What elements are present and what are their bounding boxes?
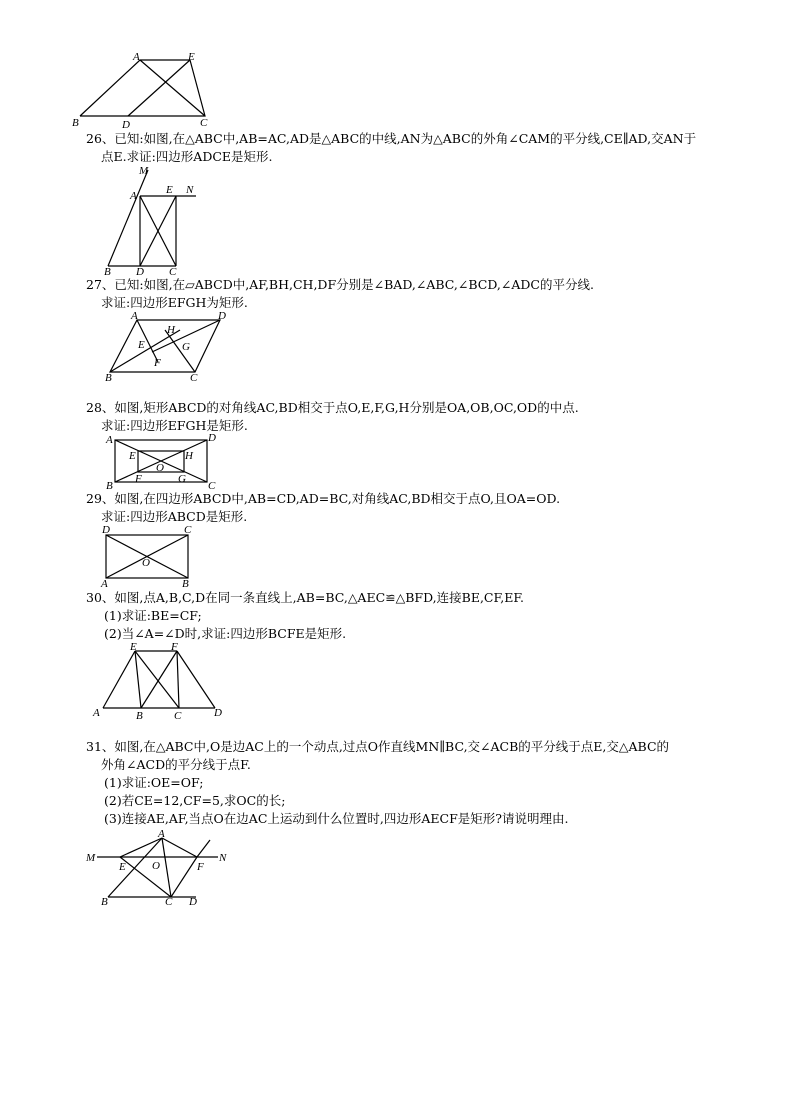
fig31-label-b: B xyxy=(101,896,108,908)
problem-28-line2: 求证:四边形EFGH是矩形. xyxy=(101,418,248,433)
fig25-label-e: E xyxy=(188,51,195,63)
fig30-label-f: F xyxy=(171,641,178,653)
fig28-label-b: B xyxy=(106,480,113,492)
figure-25 xyxy=(70,48,230,130)
problem-26-line2: 点E.求证:四边形ADCE是矩形. xyxy=(101,149,273,164)
figure-30 xyxy=(90,638,230,722)
fig26-label-m: M xyxy=(139,165,149,177)
fig31-label-n: N xyxy=(219,852,227,864)
fig28-label-c: C xyxy=(208,480,216,492)
problem-31-line2: 外角∠ACD的平分线于点F. xyxy=(101,757,251,772)
fig27-label-g: G xyxy=(182,341,190,353)
figure-29 xyxy=(98,522,198,590)
fig28-label-a: A xyxy=(106,434,113,446)
figure-28 xyxy=(103,430,221,490)
fig31-label-m: M xyxy=(86,852,96,864)
fig27-label-h: H xyxy=(167,324,175,336)
fig29-label-o: O xyxy=(142,557,150,569)
fig26-label-n: N xyxy=(186,184,194,196)
problem-28-line1: 28、如图,矩形ABCD的对角线AC,BD相交于点O,E,F,G,H分别是OA,OB,OC,OD的中点. xyxy=(86,400,579,415)
figure-26 xyxy=(100,162,210,277)
problem-31-line1: 31、如图,在△ABC中,O是边AC上的一个动点,过点O作直线MN∥BC,交∠ACB的平分线于点E,交△ABC的 xyxy=(86,739,670,754)
fig31-label-e: E xyxy=(119,861,126,873)
fig25-label-d: D xyxy=(122,119,130,131)
fig31-label-d: D xyxy=(189,896,197,908)
fig26-label-b: B xyxy=(104,266,111,278)
fig28-label-d: D xyxy=(208,432,216,444)
fig27-label-d: D xyxy=(218,310,226,322)
fig27-label-b: B xyxy=(105,372,112,384)
fig31-label-c: C xyxy=(165,896,173,908)
problem-31-q2: (2)若CE=12,CF=5,求OC的长; xyxy=(104,793,286,808)
fig27-label-c: C xyxy=(190,372,198,384)
fig31-label-f: F xyxy=(197,861,204,873)
fig28-label-e: E xyxy=(129,450,136,462)
fig28-label-f: F xyxy=(135,473,142,485)
fig27-label-f: F xyxy=(154,357,161,369)
problem-29-line2: 求证:四边形ABCD是矩形. xyxy=(101,509,248,524)
fig28-label-o: O xyxy=(156,462,164,474)
fig27-label-e: E xyxy=(138,339,145,351)
fig30-label-e: E xyxy=(130,641,137,653)
fig30-label-d: D xyxy=(214,707,222,719)
problem-27-line1: 27、已知:如图,在▱ABCD中,AF,BH,CH,DF分别是∠BAD,∠ABC,∠BCD,∠ADC的平分线. xyxy=(86,277,594,292)
fig26-label-d: D xyxy=(136,266,144,278)
fig28-label-g: G xyxy=(178,473,186,485)
fig26-label-a: A xyxy=(130,190,137,202)
fig31-label-a: A xyxy=(158,828,165,840)
problem-31-q1: (1)求证:OE=OF; xyxy=(104,775,204,790)
fig29-label-b: B xyxy=(182,578,189,590)
fig30-label-c: C xyxy=(174,710,182,722)
problem-29-line1: 29、如图,在四边形ABCD中,AB=CD,AD=BC,对角线AC,BD相交于点O,且OA=OD. xyxy=(86,491,561,506)
problem-30-q1: (1)求证:BE=CF; xyxy=(104,608,202,623)
fig25-label-c: C xyxy=(200,117,208,129)
fig29-label-a: A xyxy=(101,578,108,590)
fig27-label-a: A xyxy=(131,310,138,322)
fig25-label-b: B xyxy=(72,117,79,129)
fig29-label-c: C xyxy=(184,524,192,536)
problem-30-q2: (2)当∠A=∠D时,求证:四边形BCFE是矩形. xyxy=(104,626,347,641)
problem-26-line1: 26、已知:如图,在△ABC中,AB=AC,AD是△ABC的中线,AN为△ABC的外角∠CAM的平分线,CE∥AD,交AN于 xyxy=(86,131,697,146)
problem-30-line1: 30、如图,点A,B,C,D在同一条直线上,AB=BC,△AEC≌△BFD,连接BE,CF,EF. xyxy=(86,590,525,605)
fig26-label-e: E xyxy=(166,184,173,196)
fig29-label-d: D xyxy=(102,524,110,536)
fig31-label-o: O xyxy=(152,860,160,872)
fig25-label-a: A xyxy=(133,51,140,63)
figure-31 xyxy=(82,826,232,908)
fig30-label-b: B xyxy=(136,710,143,722)
fig26-label-c: C xyxy=(169,266,177,278)
figure-27 xyxy=(104,308,234,386)
fig28-label-h: H xyxy=(185,450,193,462)
problem-31-q3: (3)连接AE,AF,当点O在边AC上运动到什么位置时,四边形AECF是矩形?请说明理由. xyxy=(104,811,569,826)
problem-27-line2: 求证:四边形EFGH为矩形. xyxy=(101,295,248,310)
fig30-label-a: A xyxy=(93,707,100,719)
